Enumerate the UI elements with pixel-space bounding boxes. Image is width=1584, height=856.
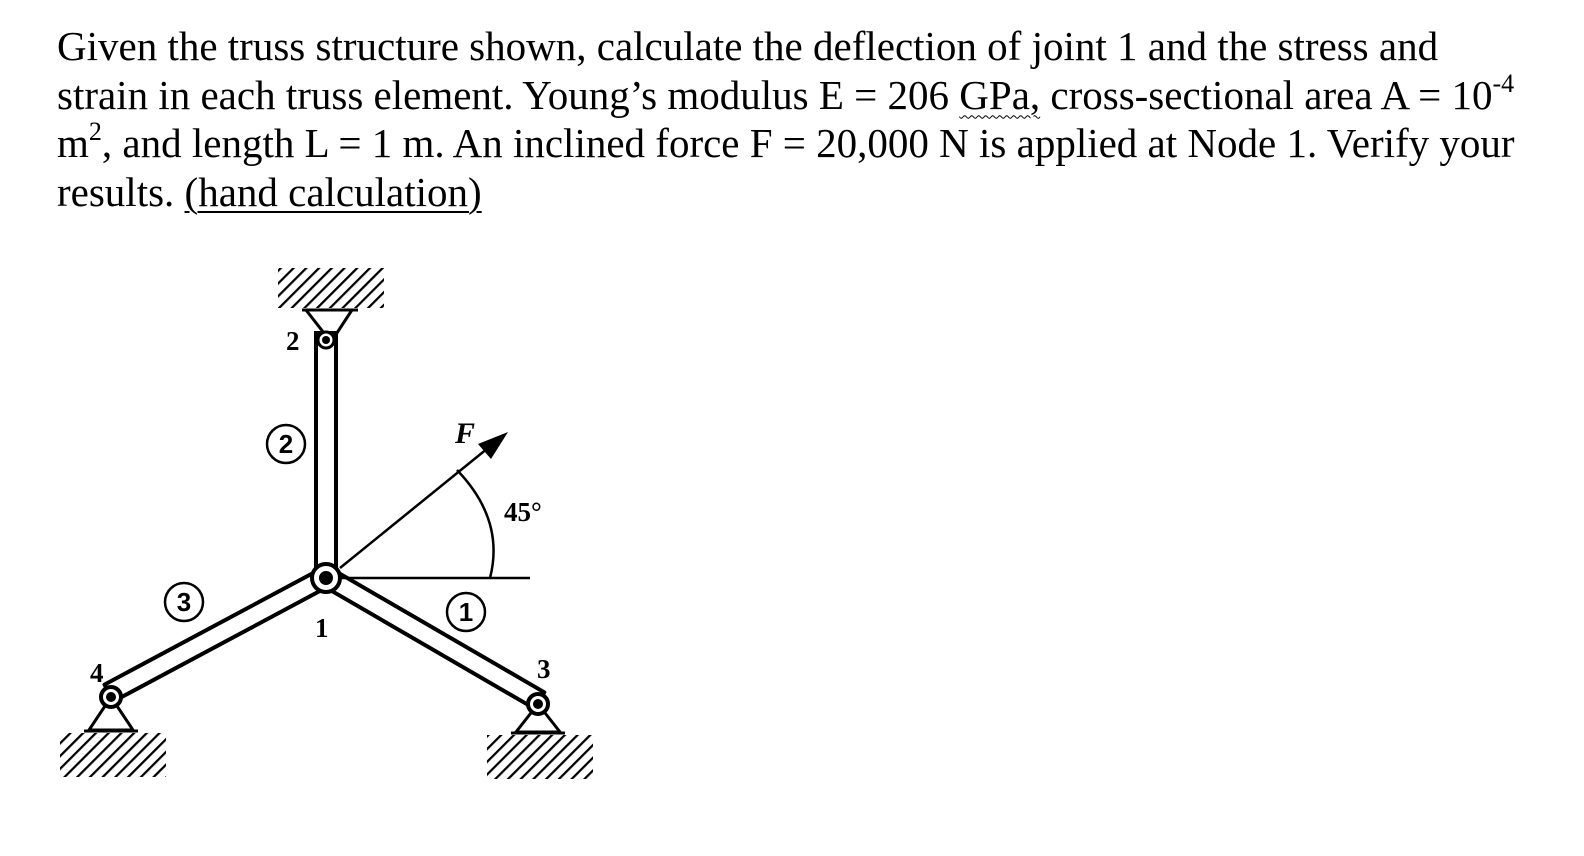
force-arrowhead (478, 432, 508, 459)
element-3-label: 3 (176, 587, 192, 617)
problem-line-4-text: results. (57, 168, 185, 215)
node-4-label: 4 (90, 658, 104, 688)
force-label: F (455, 417, 476, 450)
problem-line-3-text: , and length L = 1 m. An inclined force F = 20,000 N is applied at Node 1. Verify your (101, 120, 1515, 166)
node-3-pin (533, 699, 543, 709)
area-exponent: -4 (1492, 68, 1515, 98)
force-arrow-line (340, 448, 488, 568)
node-2-pin (322, 336, 330, 344)
element-1-label: 1 (458, 597, 474, 627)
element-3-bar (105, 570, 329, 702)
problem-line-1-text: Given the truss structure shown, calculate the deflection of joint 1 and the stress and (57, 23, 1439, 69)
problem-line-2-text-b: cross-sectional area A = 10 (1040, 71, 1493, 118)
right-ground-hatch (487, 735, 593, 779)
node-1-pin (319, 571, 333, 585)
hand-calculation-note: (hand calculation) (184, 168, 482, 215)
angle-label: 45° (504, 497, 542, 527)
gpa-spellcheck-word: GPa, (959, 71, 1041, 118)
unit-exponent: 2 (88, 117, 102, 147)
element-2-label: 2 (278, 429, 294, 459)
node-2-label: 2 (286, 326, 300, 356)
element-1-bar (323, 569, 545, 708)
node-4-pin (106, 692, 116, 702)
problem-line-2-text-a: strain in each truss element. Young’s modulus E = 206 (57, 71, 960, 118)
element-2-bar (316, 333, 336, 578)
angle-arc (457, 470, 494, 578)
problem-line-3-unit: m (57, 120, 89, 166)
top-ground-hatch (278, 268, 384, 308)
node-3-label: 3 (537, 654, 551, 684)
node-1-label: 1 (315, 613, 329, 643)
left-ground-hatch (60, 733, 166, 777)
